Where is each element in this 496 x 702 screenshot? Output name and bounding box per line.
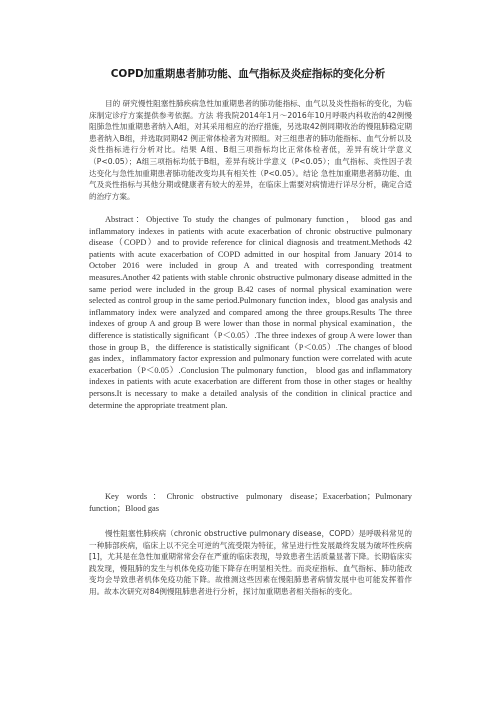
english-abstract: Abstract：Objective To study the changes of pulmonary function， blood gas and inflammatory indexes in patients with acute exacerbation of chronic obstructive pulmonary disease（COPD）and to provide reference for clinical diagnosis and treatment.Methods 42 patients with acute exacerbation of COPD admitted in our hospital from January 2014 to October 2016 were included in group A and treated with corresponding treatment measures.Another 42 patients with stable chronic obstructive pulmonary disease admitted in the same period were included in the group B.42 cases of normal physical examination were selected as control group in the same period.Pulmonary function index，blood gas analysis and inflammatory index were analyzed and compared among the three groups.Results The three indexes of group A and group B were lower than those in normal physical examination，the difference is statistically significant（P＜0.05）.The three indexes of group A were lower than those in group B，the difference is statistically significant（P＜0.05）.The changes of blood gas index，inflammatory factor expression and pulmonary function were correlated with acute exacerbation（P＜0.05）.Conclusion The pulmonary function， blood gas and inflammatory indexes in patients with acute exacerbation are different from those in other stages or healthy persons.It is necessary to make a detailed analysis of the condition in clinical practice and determine the appropriate treatment plan. bbox=[89, 215, 412, 410]
introduction-paragraph: 慢性阻塞性肺疾病（chronic obstructive pulmonary disease，COPD）是呼吸科常见的一种肺部疾病，临床上以不完全可逆的气流受限为特征，常呈进行性发展最终发展为破坏性疾病[1]，尤其是在急性加重期常常会存在严重的临床表现，导致患者生活质量显著下降。长期临床实践发现，慢阻肺的发生与机体免疫功能下降存在明显相关性。而炎症指标、血气指标、肺功能改变均会导致患者机体免疫功能下降。故推测这些因素在慢阻肺患者病情发展中也可能发挥着作用。故本次研究对84例慢阻肺患者进行分析，探讨加重期患者相关指标的变化。 bbox=[89, 529, 412, 596]
chinese-abstract: 目的 研究慢性阻塞性肺疾病急性加重期患者的肺功能指标、血气以及炎性指标的变化，为临床制定诊疗方案提供参考依据。方法 将我院2014年1月～2016年10月呼吸内科收治的42例慢阻肺急性加重期患者纳入A组，对其采用相应的治疗措施，另选取42例同期收治的慢阻肺稳定期患者纳入B组，并选取同期42 例正常体检者为对照组。对三组患者的肺功能指标、血气分析以及炎性指标进行分析对比。结果 A组、B组三项指标均比正常体检者低，差异有统计学意义（P<0.05）；A组三项指标均低于B组，差异有统计学意义（P<0.05）；血气指标、炎性因子表达变化与急性加重期患者肺功能改变均具有相关性（P<0.05）。结论 急性加重期患者肺功能、血气及炎性指标与其他分期或健康者有较大的差异，在临床上需要对病情进行详尽分析，确定合适的治疗方案。 bbox=[89, 99, 412, 201]
paper-title: COPD加重期患者肺功能、血气指标及炎症指标的变化分析 bbox=[110, 68, 386, 80]
keywords: Key words：Chronic obstructive pulmonary disease；Exacerbation；Pulmonary function；Blood gas bbox=[89, 492, 412, 513]
